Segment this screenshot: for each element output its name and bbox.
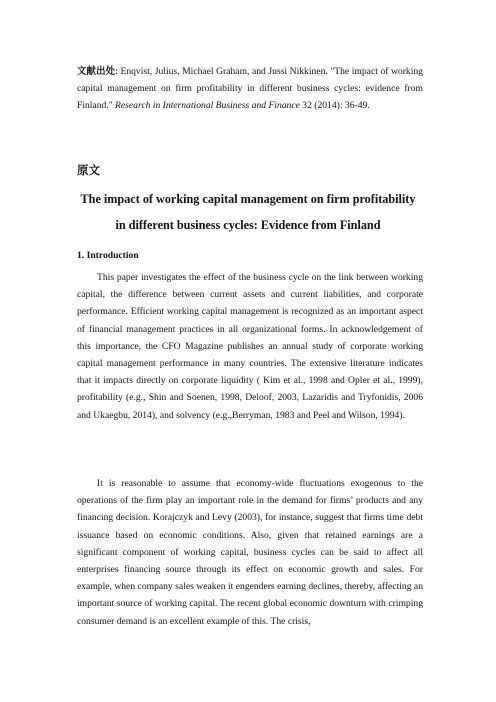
section-heading: 1. Introduction	[77, 250, 139, 261]
paragraph-2: It is reasonable to assume that economy-wide fluctuations exogenous to the operations of the firm play an important role in the demand for firms’ products and any financing decision. Korajczyk and Levy (2003), for instance, suggest that firms time debt issuance based on economic conditions. Also, given that retained earnings are a significant component of working capital, business cycles can be said to affect all enterprises financing source through its effect on economic growth and sales. For example, when company sales weaken it engenders earning declines, thereby, affecting an important source of working capital. The recent global economic downturn with crimping consumer demand is an excellent example of this. The crisis,	[77, 478, 423, 627]
paper-title-line-2: in different business cycles: Evidence from Finland	[115, 218, 381, 232]
source-citation-text: Enqvist, Julius, Michael Graham, and Jussi Nikkinen. "The impact of working capital management on firm profitability in different business cycles: evidence from Finland."	[77, 66, 423, 111]
source-colon: :	[115, 66, 121, 77]
source-label: 文献出处	[77, 66, 116, 77]
source-citation	[77, 64, 423, 115]
journal-name: Research in International Business and Finance	[115, 99, 300, 111]
citation-volume-pages: 32 (2014): 36-49.	[299, 99, 370, 111]
paragraph-1: This paper investigates the effect of the business cycle on the link between working capital, the difference between current assets and current liabilities, and corporate performance. Efficient working capital management is recognized as an important aspect of financial management practices in all organizational forms. In acknowledgement of this importance, the CFO Magazine publishes an annual study of corporate working capital management performance in many countries. The extensive literature indicates that it impacts directly on corporate liquidity ( Kim et al., 1998 and Opler et al., 1999), profitability (e.g., Shin and Soenen, 1998, Deloof, 2003, Lazaridis and Tryfonidis, 2006 and Ukaegbu, 2014), and solvency (e.g.,Berryman, 1983 and Peel and Wilson, 1994).	[77, 272, 423, 421]
paper-title	[70, 186, 426, 238]
section-label-original-text: 原文	[77, 163, 100, 177]
paper-title-line-1: The impact of working capital management on firm profitability	[80, 192, 416, 206]
